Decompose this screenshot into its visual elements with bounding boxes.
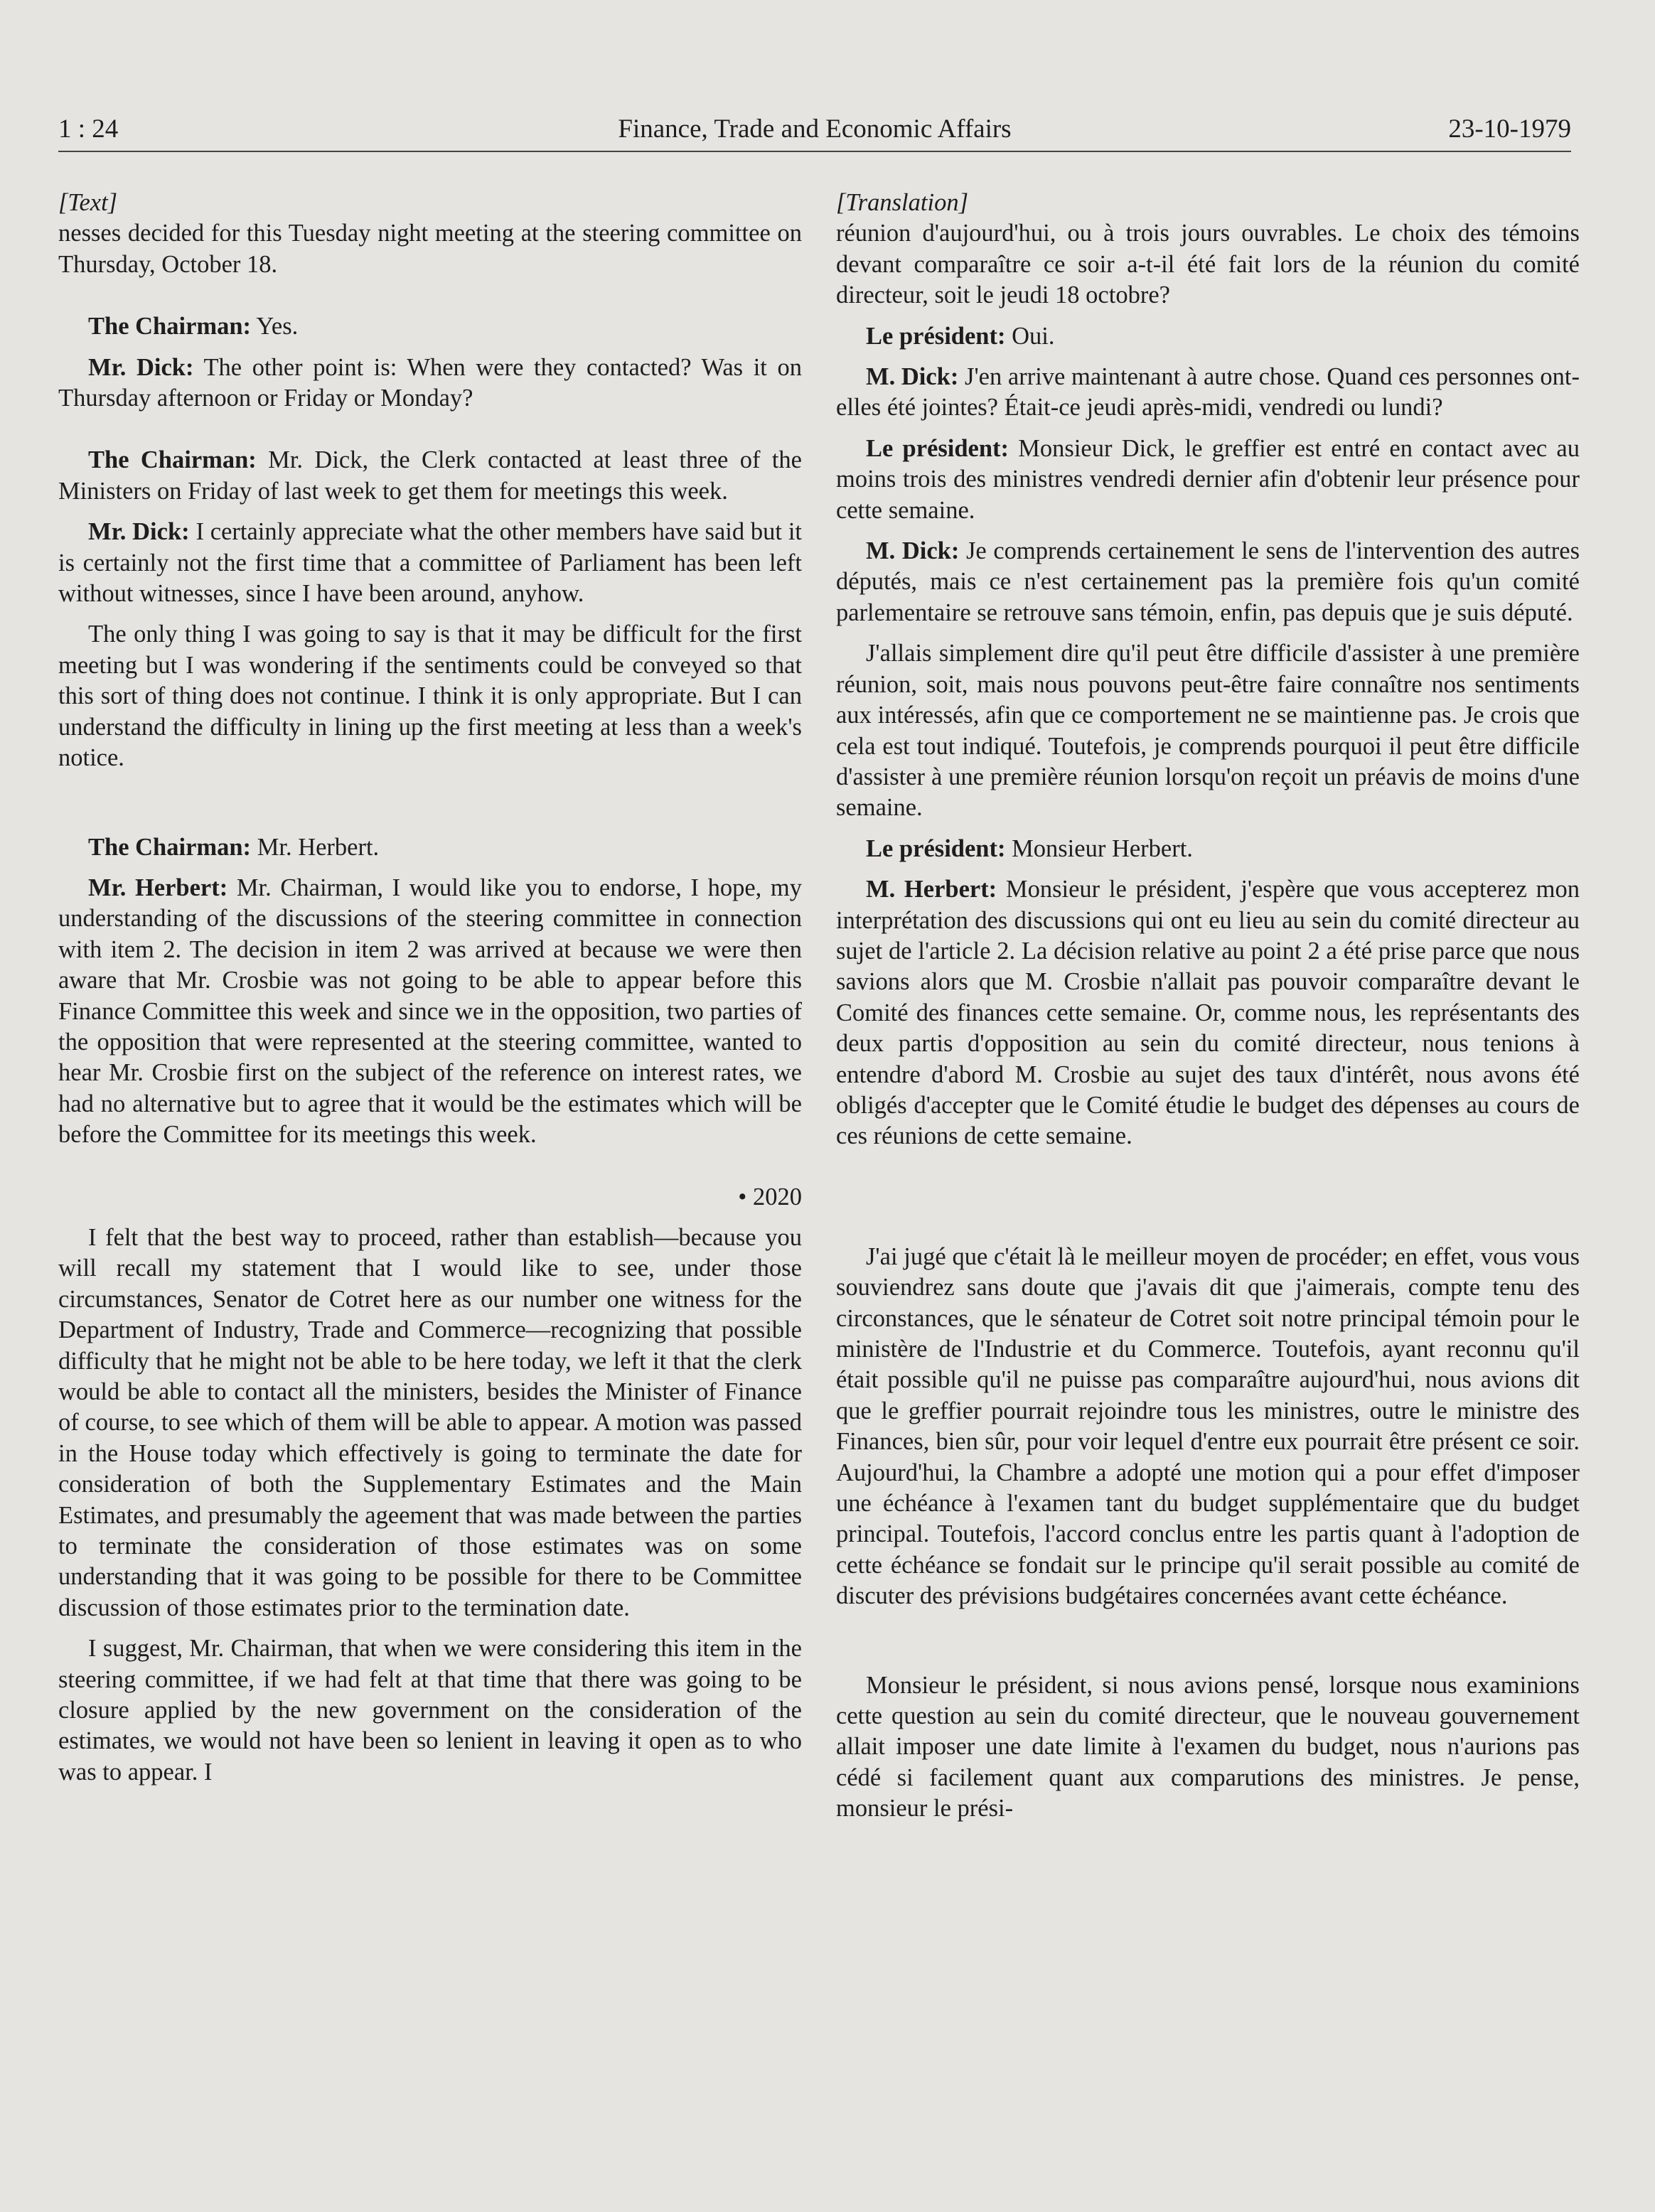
speaker: The Chairman: <box>88 446 257 474</box>
time-marker: • 2020 <box>738 1183 802 1210</box>
paragraph: Le président: Oui. <box>866 322 1055 350</box>
paragraph: J'allais simplement dire qu'il peut être difficile d'assister à une première réunion, soit, mais nous pouvons peut-être faire connaître nos sentiments aux intéressés, afin que ce comportement ne se maintienne pas. Je crois que cela est tout indiqué. Toutefois, je comprends pourquoi il peut être difficile d'assister à une première réunion lorsqu'on reçoit un préavis de moins d'une semaine. <box>836 640 1580 822</box>
speaker: Le président: <box>866 322 1006 350</box>
paragraph: Mr. Herbert: Mr. Chairman, I would like you to endorse, I hope, my understanding of the discussions of the steering committee in connection with item 2. The decision in item 2 was arrived at because we were then aware that Mr. Crosbie was not going to be able to appear before this Finance Committee this week and since we in the opposition, two parties of the opposition that were represented at the steering committee, wanted to hear Mr. Crosbie first on the subject of the reference on interest rates, we had no alternative but to agree that it would be the estimates which will be before the Committee for its meetings this week. <box>58 874 802 1149</box>
speaker: The Chairman: <box>88 313 252 340</box>
paragraph: I felt that the best way to proceed, rather than establish—because you will recall my statement that I would like to see, under those circumstances, Senator de Cotret here as our number one witness for the Department of Industry, Trade and Commerce—recognizing that possible difficulty that he might not be able to be here today, we left it that the clerk would be able to contact all the ministers, besides the Minister of Finance of course, to see which of them will be able to appear. A motion was passed in the House today which effectively is going to terminate the date for consideration of both the Supplementary Estimates and the Main Estimates, and presumably the ageement that was made between the parties to terminate the consideration of those estimates was on some understanding that it was going to be possible for there to be Committee discussion of those estimates prior to the termination date. <box>58 1223 802 1621</box>
speaker: Le président: <box>866 834 1006 862</box>
speaker: M. Dick: <box>866 537 960 565</box>
header-date: 23-10-1979 <box>1448 114 1571 144</box>
page-number: 1 : 24 <box>58 114 119 144</box>
paragraph: M. Herbert: Monsieur le président, j'espère que vous accepterez mon interprétation des discussions qui ont eu lieu au sein du comité directeur au sujet de l'article 2. La décision relative au point 2 a été prise parce que nous savions alors que M. Crosbie n'allait pas pouvoir comparaître devant le Comité des finances cette semaine. Or, comme nous, les représentants des deux partis d'opposition au sein du comité directeur, nous tenions à entendre d'abord M. Crosbie au sujet des taux d'intérêt, nous avons été obligés d'accepter que le Comité étudie le budget des dépenses au cours de ces réunions de cette semaine. <box>836 876 1580 1150</box>
paragraph: Le président: Monsieur Dick, le greffier est entré en contact avec au moins trois des ministres vendredi dernier afin d'obtenir leur présence pour cette semaine. <box>836 434 1580 524</box>
speaker: M. Herbert: <box>866 876 997 903</box>
speaker: Mr. Dick: <box>88 518 190 546</box>
paragraph: M. Dick: J'en arrive maintenant à autre chose. Quand ces personnes ont-elles été jointes? Était-ce jeudi après-midi, vendredi ou lundi? <box>836 363 1580 422</box>
paragraph: Mr. Dick: The other point is: When were they contacted? Was it on Thursday afternoon or Friday or Monday? <box>58 353 802 412</box>
paragraph: The Chairman: Yes. <box>88 313 299 340</box>
paragraph: Le président: Monsieur Herbert. <box>866 834 1193 862</box>
translation-label: [Translation] <box>836 189 968 216</box>
paragraph: réunion d'aujourd'hui, ou à trois jours ouvrables. Le choix des témoins devant comparaître ce soir a-t-il été fait lors de la réunion du comité directeur, soit le jeudi 18 octobre? <box>836 220 1580 309</box>
speaker: Le président: <box>866 434 1009 462</box>
paragraph: Mr. Dick: I certainly appreciate what the other members have said but it is certainly not the first time that a committee of Parliament has been left without witnesses, since I have been around, anyhow. <box>58 518 802 608</box>
paragraph: The Chairman: Mr. Herbert. <box>88 833 380 861</box>
speaker: The Chairman: <box>88 833 252 861</box>
running-header <box>58 112 1571 152</box>
speaker: Mr. Herbert: <box>88 874 228 901</box>
paragraph: Monsieur le président, si nous avions pensé, lorsque nous examinions cette question au sein du comité directeur, que le nouveau gouvernement allait imposer une date limite à l'examen du budget, nous n'aurions pas cédé si facilement quant aux comparutions des ministres. Je pense, monsieur le prési- <box>836 1671 1580 1822</box>
english-column <box>58 188 802 1788</box>
text-label: [Text] <box>58 189 118 216</box>
paragraph: nesses decided for this Tuesday night meeting at the steering committee on Thursday, October 18. <box>58 220 802 278</box>
speaker: M. Dick: <box>866 363 959 391</box>
paragraph: J'ai jugé que c'était là le meilleur moyen de procéder; en effet, vous vous souviendrez sans doute que j'avais dit que j'aimerais, compte tenu des circonstances, que le sénateur de Cotret soit notre principal témoin pour le ministère de l'Industrie et du Commerce. Toutefois, ayant reconnu qu'il était possible qu'il ne puisse pas comparaître aujourd'hui, nous avions dit que le greffier pourrait rejoindre tous les ministres, outre le ministre des Finances, bien sûr, pour voir lequel d'entre eux pourrait être présent ce soir. Aujourd'hui, la Chambre a adopté une motion qui a pour effet d'imposer une échéance à l'examen tant du budget supplémentaire que du budget principal. Toutefois, l'accord conclus entre les partis quant à l'adoption de cette échéance se fondait sur le principe qu'il serait possible au comité de discuter des prévisions budgétaires concernées avant cette échéance. <box>836 1242 1580 1610</box>
paragraph: M. Dick: Je comprends certainement le sens de l'intervention des autres députés, mais ce n'est certainement pas la première fois qu'un comité parlementaire se retrouve sans témoin, enfin, pas depuis que je suis député. <box>836 537 1580 626</box>
paragraph: I suggest, Mr. Chairman, that when we were considering this item in the steering committee, if we had felt at that time that there was going to be closure applied by the new government on the consideration of the estimates, we would not have been so lenient in leaving it open as to who was to appear. I <box>58 1635 802 1786</box>
paragraph: The Chairman: Mr. Dick, the Clerk contacted at least three of the Ministers on Friday of last week to get them for meetings this week. <box>58 446 802 505</box>
paragraph: The only thing I was going to say is that it may be difficult for the first meeting but I was wondering if the sentiments could be conveyed so that this sort of thing does not continue. I think it is only appropriate. But I can understand the difficulty in lining up the first meeting at less than a week's notice. <box>58 621 802 772</box>
french-column <box>836 188 1580 1825</box>
speaker: Mr. Dick: <box>88 353 194 381</box>
header-title: Finance, Trade and Economic Affairs <box>618 114 1012 144</box>
